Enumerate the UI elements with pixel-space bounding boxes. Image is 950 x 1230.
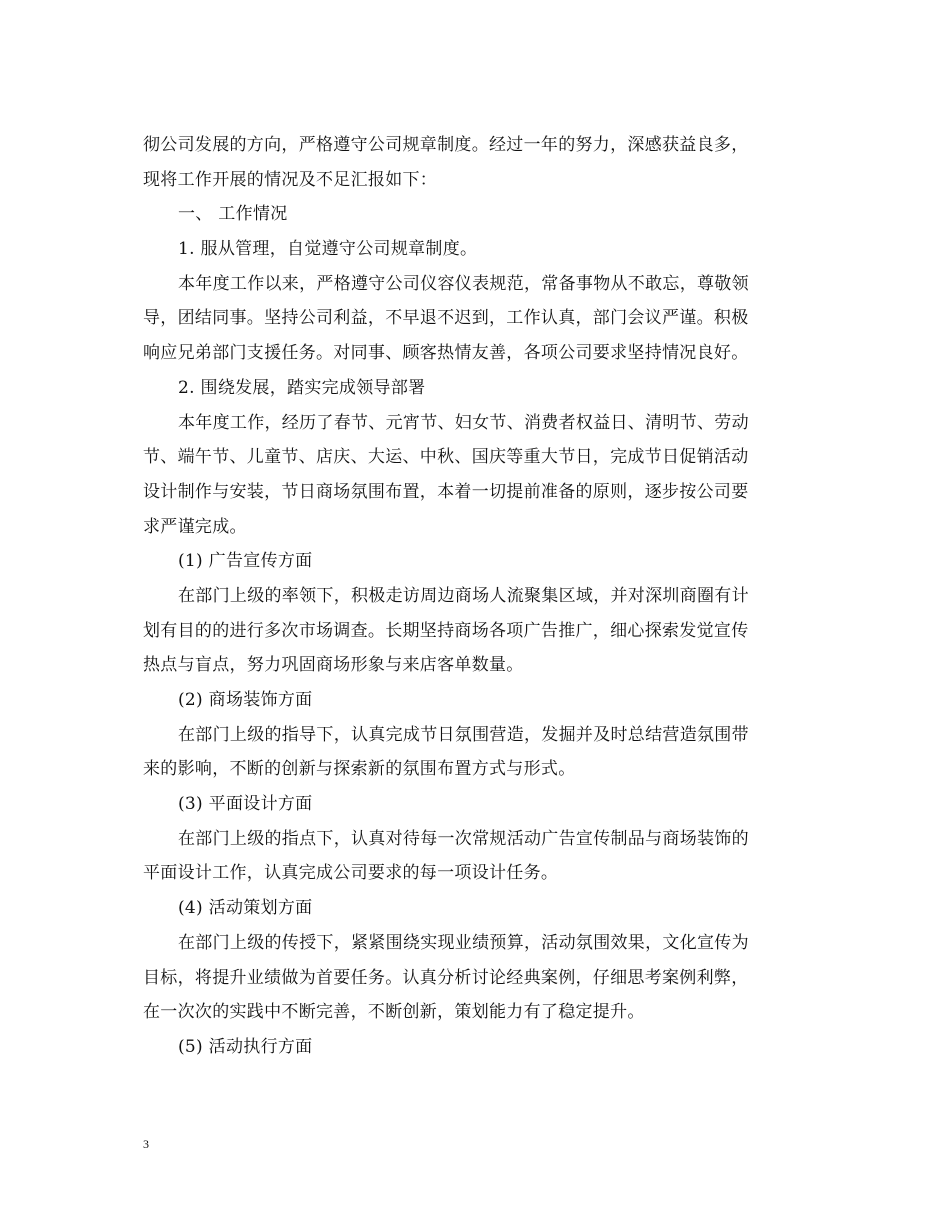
item-heading: (4) 活动策划方面 — [178, 898, 313, 919]
subsection-heading: 2. 围绕发展，踏实完成领导部署 — [178, 377, 426, 398]
item-heading: (1) 广告宣传方面 — [178, 551, 313, 572]
text-line: 本年度工作，经历了春节、元宵节、妇女节、消费者权益日、清明节、劳动 — [178, 412, 749, 433]
text-line: 在部门上级的指点下，认真对待每一次常规活动广告宣传制品与商场装饰的 — [178, 828, 749, 849]
section-heading: 一、 工作情况 — [178, 204, 288, 225]
text-line: 在部门上级的指导下，认真完成节日氛围营造，发掘并及时总结营造氛围带 — [178, 724, 749, 745]
text-line: 导，团结同事。坚持公司利益，不早退不迟到，工作认真，部门会议严谨。积极 — [143, 308, 749, 329]
text-line: 本年度工作以来，严格遵守公司仪容仪表规范，常备事物从不敢忘，尊敬领 — [178, 273, 749, 294]
text-line: 响应兄弟部门支援任务。对同事、顾客热情友善，各项公司要求坚持情况良好。 — [143, 343, 749, 364]
text-line: 在部门上级的传授下，紧紧围绕实现业绩预算，活动氛围效果，文化宣传为 — [178, 932, 749, 953]
item-heading: (2) 商场装饰方面 — [178, 690, 313, 710]
item-heading: (3) 平面设计方面 — [178, 794, 313, 815]
subsection-heading: 1. 服从管理，自觉遵守公司规章制度。 — [178, 239, 478, 260]
text-line: 彻公司发展的方向，严格遵守公司规章制度。经过一年的努力，深感获益良多， — [143, 135, 749, 155]
page-number: 3 — [143, 1137, 149, 1151]
text-line: 目标，将提升业绩做为首要任务。认真分析讨论经典案例，仔细思考案例利弊， — [143, 967, 749, 988]
text-line: 现将工作开展的情况及不足汇报如下： — [143, 169, 438, 190]
text-line: 节、端午节、儿童节、店庆、大运、中秋、国庆等重大节日，完成节日促销活动 — [143, 447, 749, 468]
text-line: 平面设计工作，认真完成公司要求的每一项设计任务。 — [143, 863, 559, 884]
document-body — [143, 128, 803, 1065]
text-line: 在一次次的实践中不断完善，不断创新，策划能力有了稳定提升。 — [143, 1002, 645, 1023]
text-line: 在部门上级的率领下，积极走访周边商场人流聚集区域，并对深圳商圈有计 — [178, 585, 749, 606]
text-line: 热点与盲点，努力巩固商场形象与来店客单数量。 — [143, 655, 524, 676]
text-line: 设计制作与安装，节日商场氛围布置，本着一切提前准备的原则，逐步按公司要 — [143, 481, 749, 502]
item-heading: (5) 活动执行方面 — [178, 1036, 313, 1057]
text-line: 划有目的的进行多次市场调查。长期坚持商场各项广告推广，细心探索发觉宣传 — [143, 620, 749, 641]
text-line: 来的影响，不断的创新与探索新的氛围布置方式与形式。 — [143, 759, 576, 780]
text-line: 求严谨完成。 — [143, 516, 247, 537]
